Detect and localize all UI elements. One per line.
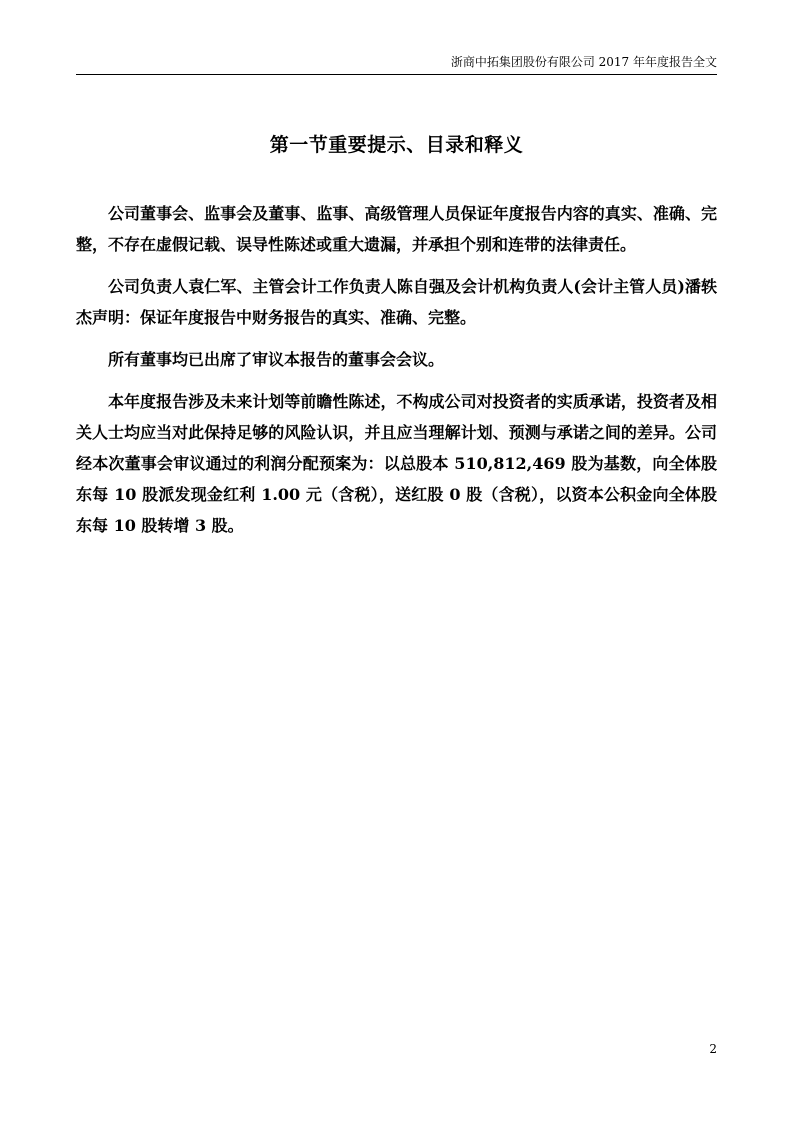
section-title: 第一节重要提示、目录和释义 xyxy=(269,134,524,156)
body-text xyxy=(76,198,717,552)
paragraph-forward-looking: 本年度报告涉及未来计划等前瞻性陈述，不构成公司对投资者的实质承诺，投资者及相关人士均应当对此保持足够的风险认识，并且应当理解计划、预测与承诺之间的差异。公司经本次董事会审议通过的利润分配预案为：以总股本 510,812,469 股为基数，向全体股东每 10 股派发现金红利 1.00 元（含税），送红股 0 股（含税），以资本公积金向全体股东每 10 股转增 3 股。 xyxy=(76,392,717,535)
page-header xyxy=(76,54,717,75)
paragraph-responsible-persons: 公司负责人袁仁军、主管会计工作负责人陈自强及会计机构负责人(会计主管人员)潘轶杰声明：保证年度报告中财务报告的真实、准确、完整。 xyxy=(76,277,717,327)
paragraph-board-guarantee: 公司董事会、监事会及董事、监事、高级管理人员保证年度报告内容的真实、准确、完整，不存在虚假记载、误导性陈述或重大遗漏，并承担个别和连带的法律责任。 xyxy=(76,204,717,254)
header-title: 浙商中拓集团股份有限公司 2017 年年度报告全文 xyxy=(450,55,717,69)
page-number: 2 xyxy=(709,1042,717,1056)
paragraph-attendance: 所有董事均已出席了审议本报告的董事会会议。 xyxy=(108,350,445,369)
